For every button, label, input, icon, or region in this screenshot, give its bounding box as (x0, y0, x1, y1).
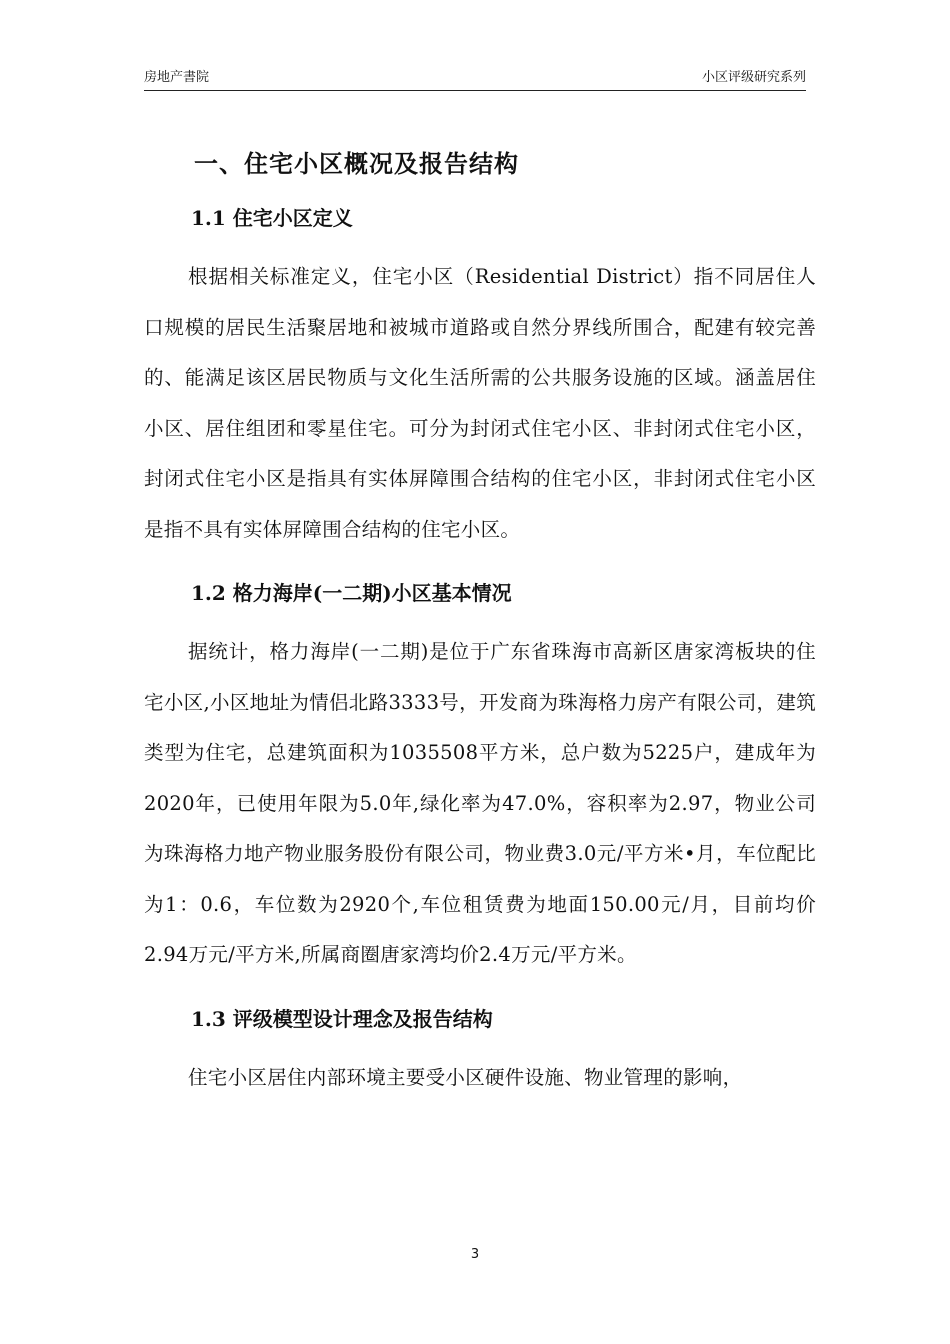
subsection-heading-1-3: 1.3 评级模型设计理念及报告结构 (191, 1006, 493, 1031)
document-body (144, 138, 816, 1103)
page-number: 3 (470, 1247, 480, 1262)
subsection-heading-1-2: 1.2 格力海岸(一二期)小区基本情况 (191, 581, 512, 605)
page-header (144, 70, 806, 91)
paragraph-basic-info: 据统计，格力海岸(一二期)是位于广东省珠海市高新区唐家湾板块的住宅小区,小区地址为情侣北路3333号，开发商为珠海格力房产有限公司，建筑类型为住宅，总建筑面积为1035508平方米，总户数为5225户，建成年为2020年，已使用年限为5.0年,绿化率为47.0%，容积率为2.97，物业公司为珠海格力地产物业服务股份有限公司，物业费3.0元/平方米•月，车位配比为1：0.6，车位数为2920个,车位租赁费为地面150.00元/月，目前均价2.94万元/平方米,所属商圈唐家湾均价2.4万元/平方米。 (144, 640, 816, 966)
header-publisher: 房地产書院 (144, 70, 210, 85)
section-title: 一、住宅小区概况及报告结构 (194, 149, 519, 178)
header-series: 小区评级研究系列 (701, 70, 806, 85)
paragraph-model-design: 住宅小区居住内部环境主要受小区硬件设施、物业管理的影响， (188, 1065, 743, 1089)
subsection-heading-1-1: 1.1 住宅小区定义 (191, 206, 353, 230)
paragraph-definition: 根据相关标准定义，住宅小区（Residential District）指不同居住人口规模的居民生活聚居地和被城市道路或自然分界线所围合，配建有较完善的、能满足该区居民物质与文化生活所需的公共服务设施的区域。涵盖居住小区、居住组团和零星住宅。可分为封闭式住宅小区、非封闭式住宅小区，封闭式住宅小区是指具有实体屏障围合结构的住宅小区，非封闭式住宅小区是指不具有实体屏障围合结构的住宅小区。 (144, 265, 816, 541)
